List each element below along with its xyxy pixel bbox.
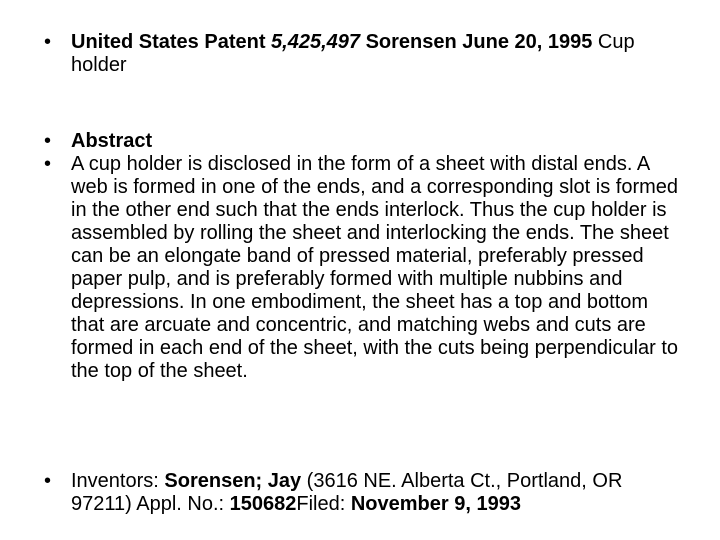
inventors-item — [44, 470, 684, 516]
bullet-marker: • — [44, 31, 52, 53]
filed-date: November 9, 1993 — [350, 493, 521, 515]
patent-header-text — [71, 31, 684, 77]
abstract-body-item — [44, 153, 684, 383]
application-number: 150682 — [229, 493, 297, 515]
abstract-heading: Abstract — [71, 130, 153, 152]
bullet-marker: • — [44, 130, 52, 152]
patent-inventor-date: Sorensen June 20, 1995 — [360, 31, 593, 53]
abstract-body: A cup holder is disclosed in the form of a sheet with distal ends. A web is formed in one of the ends, and a corresponding slot is formed in the other end such that the ends interlock. Thus the cup holder is assembled by rolling the sheet and interlocking the ends. The sheet can be an elongate band of pressed material, preferably pressed paper pulp, and is preferably formed with multiple nubbins and depressions. In one embodiment, the sheet has a top and bottom that are arcuate and concentric, and matching webs and cuts are formed in each end of the sheet, with the cuts being perpendicular to the top of the sheet. — [71, 153, 679, 382]
inventor-name: Sorensen; Jay — [164, 470, 302, 492]
inventors-label: Inventors: — [71, 470, 165, 492]
patent-number: 5,425,497 — [271, 31, 361, 53]
bullet-marker: • — [44, 470, 52, 492]
bullet-marker: • — [44, 153, 52, 175]
patent-header-item — [44, 31, 684, 77]
patent-prefix: United States Patent — [71, 31, 272, 53]
inventors-text — [71, 470, 684, 516]
patent-title: Cup holder — [71, 31, 635, 76]
inventor-address: (3616 NE. Alberta Ct., Portland, OR 97211) Appl. No.: — [71, 470, 623, 515]
abstract-heading-item — [44, 130, 684, 153]
filed-label: Filed: — [296, 493, 351, 515]
